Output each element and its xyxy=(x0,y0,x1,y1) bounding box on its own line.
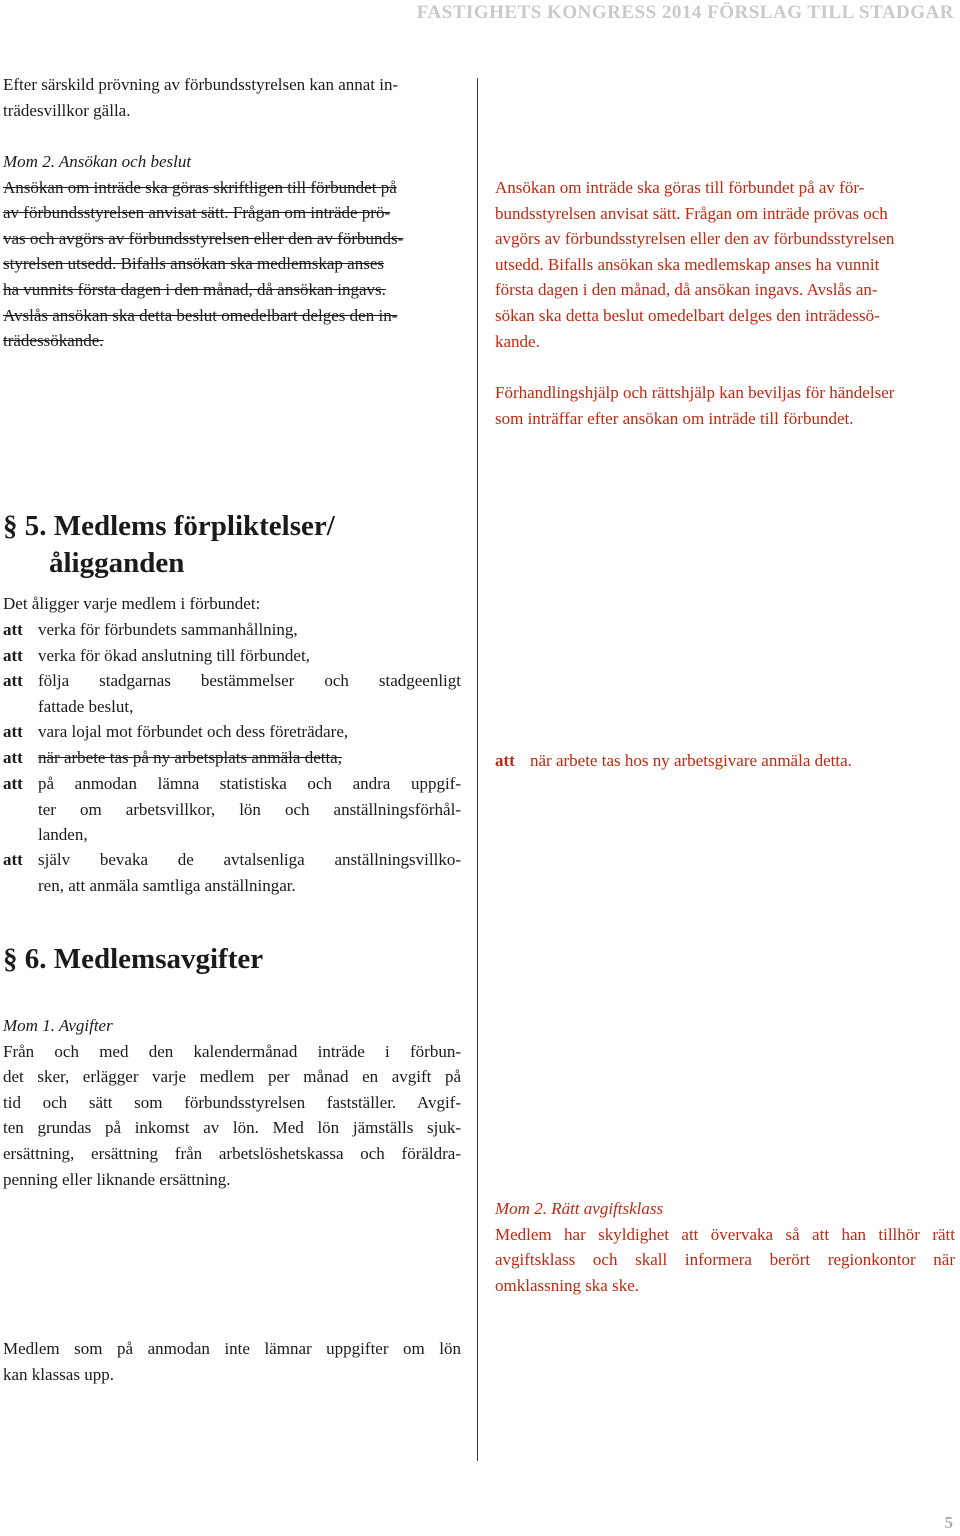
att-label: att xyxy=(3,774,23,793)
new-line: Förhandlingshjälp och rättshjälp kan beviljas för händelser xyxy=(495,383,895,402)
help-paragraph xyxy=(495,380,955,431)
mom1-avgifter xyxy=(3,1013,461,1192)
att-text: verka för förbundets sammanhållning, xyxy=(38,620,298,639)
att-text: när arbete tas på ny arbetsplats anmäla detta, xyxy=(38,748,342,767)
att-label: att xyxy=(3,748,23,767)
att-label: att xyxy=(3,620,23,639)
text-line: det sker, erlägger varje medlem per månad en avgift på xyxy=(3,1067,461,1087)
new-line: sökan ska detta beslut omedelbart delges den inträdessö- xyxy=(495,305,880,325)
att-item xyxy=(3,668,461,719)
att-item xyxy=(3,617,461,643)
text-line: tid och sätt som förbundsstyrelsen fastställer. Avgif- xyxy=(3,1092,461,1112)
struck-line: trädessökande. xyxy=(3,331,104,351)
new-line: omklassning ska ske. xyxy=(495,1275,640,1295)
struck-line: Ansökan om inträde ska göras skriftligen till förbundet på xyxy=(3,177,397,197)
page-number: 5 xyxy=(944,1513,953,1532)
text-line: kan klassas upp. xyxy=(3,1364,114,1384)
att-text: när arbete tas hos ny arbetsgivare anmäla detta. xyxy=(530,751,852,770)
att-text: själv bevaka de avtalsenliga anställningsvillko- xyxy=(38,850,461,869)
section-title-line: § 5. Medlems förpliktelser/ xyxy=(3,510,335,542)
att-text: vara lojal mot förbundet och dess företrädare, xyxy=(38,722,349,741)
att-item xyxy=(3,643,461,669)
att-text: ren, att anmäla samtliga anställningar. xyxy=(38,875,296,895)
struck-line: av förbundsstyrelsen anvisat sätt. Frågan om inträde prö- xyxy=(3,203,391,223)
att-text: landen, xyxy=(38,825,88,845)
att-item xyxy=(3,771,461,848)
att-label: att xyxy=(3,722,23,741)
att-item-struck xyxy=(3,745,461,771)
new-line: Ansökan om inträde ska göras till förbundet på av för- xyxy=(495,178,865,197)
mom2-heading: Mom 2. Ansökan och beslut xyxy=(3,152,192,171)
new-line: utsedd. Bifalls ansökan ska medlemskap anses ha vunnit xyxy=(495,254,880,274)
struck-line: styrelsen utsedd. Bifalls ansökan ska medlemskap anses xyxy=(3,254,385,274)
mom2-avgiftsklass xyxy=(495,1196,955,1298)
new-line: bundsstyrelsen anvisat sätt. Frågan om inträde prövas och xyxy=(495,203,888,223)
new-line: kande. xyxy=(495,331,540,351)
att-text: fattade beslut, xyxy=(38,696,134,716)
att-label: att xyxy=(495,751,515,770)
att-item-new xyxy=(495,748,955,774)
text-line: Från och med den kalendermånad inträde i förbun- xyxy=(3,1041,461,1061)
intro-paragraph xyxy=(3,72,461,123)
section-6-title: § 6. Medlemsavgifter xyxy=(3,943,264,975)
section-5-title xyxy=(3,508,335,582)
new-line: avgörs av förbundsstyrelsen eller den av förbundsstyrelsen xyxy=(495,229,895,249)
struck-line: vas och avgörs av förbundsstyrelsen eller den av förbunds- xyxy=(3,228,404,248)
att-text: följa stadgarnas bestämmelser och stadgeenligt xyxy=(38,671,461,690)
mom1-heading: Mom 1. Avgifter xyxy=(3,1016,113,1035)
att-text: ter om arbetsvillkor, lön och anställningsförhål- xyxy=(38,799,461,819)
section-5-lead: Det åligger varje medlem i förbundet: xyxy=(3,594,261,613)
new-line: Medlem har skyldighet att övervaka så att han tillhör rätt xyxy=(495,1224,955,1244)
new-line: första dagen i den månad, då ansökan ingavs. Avslås an- xyxy=(495,280,878,300)
mom2-class-heading: Mom 2. Rätt avgiftsklass xyxy=(495,1199,664,1218)
section-title-line: åligganden xyxy=(49,547,185,579)
new-line: avgiftsklass och skall informera berört regionkontor när xyxy=(495,1250,955,1270)
att-label: att xyxy=(3,646,23,665)
att-label: att xyxy=(3,671,23,690)
text-line: ersättning, ersättning från arbetslöshetskassa och föräldra- xyxy=(3,1143,461,1163)
struck-line: Avslås ansökan ska detta beslut omedelbart delges den in- xyxy=(3,305,398,325)
text-line: Medlem som på anmodan inte lämnar uppgifter om lön xyxy=(3,1339,461,1358)
text-line: Efter särskild prövning av förbundsstyrelsen kan annat in- xyxy=(3,75,399,94)
closing-paragraph xyxy=(3,1336,461,1387)
mom2-new xyxy=(495,175,955,354)
att-text: verka för ökad anslutning till förbundet, xyxy=(38,646,310,665)
text-line: ten grundas på inkomst av lön. Med lön jämställs sjuk- xyxy=(3,1118,461,1138)
running-header: FASTIGHETS KONGRESS 2014 FÖRSLAG TILL STADGAR xyxy=(416,2,954,23)
new-line: som inträffar efter ansökan om inträde till förbundet. xyxy=(495,408,854,428)
column-divider xyxy=(477,78,478,1461)
att-label: att xyxy=(3,850,23,869)
text-line: trädesvillkor gälla. xyxy=(3,100,131,120)
struck-line: ha vunnits första dagen i den månad, då ansökan ingavs. xyxy=(3,279,386,299)
mom2-old xyxy=(3,149,461,354)
att-item xyxy=(3,719,461,745)
att-item xyxy=(3,847,461,898)
att-text: på anmodan lämna statistiska och andra uppgif- xyxy=(38,774,461,793)
text-line: penning eller liknande ersättning. xyxy=(3,1169,231,1189)
